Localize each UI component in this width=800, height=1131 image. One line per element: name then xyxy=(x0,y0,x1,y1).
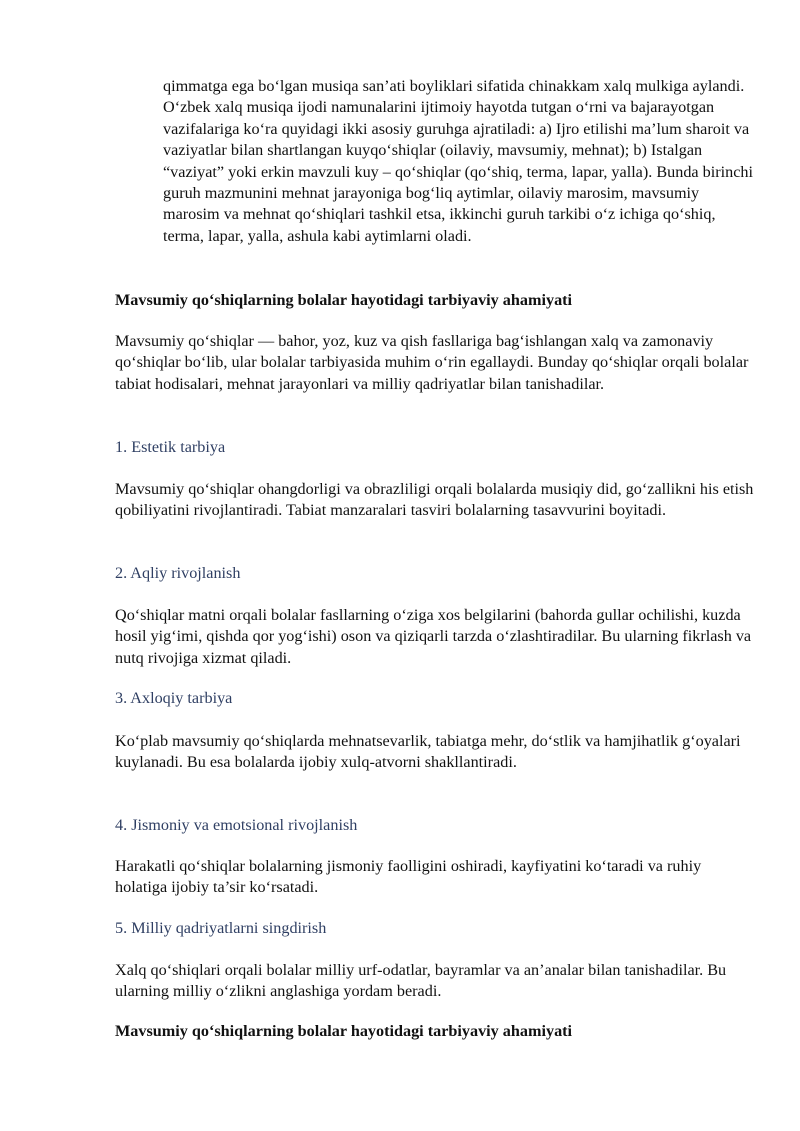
item-4 xyxy=(115,815,755,836)
item-5-body xyxy=(115,960,755,1003)
intro-block xyxy=(163,76,753,247)
item-4-title: 4. Jismoniy va emotsional rivojlanish xyxy=(115,816,358,834)
repeated-section-title: Mavsumiy qo‘shiqlarning bolalar hayotidagi tarbiyaviy ahamiyati xyxy=(115,1022,573,1040)
item-1-text: Mavsumiy qo‘shiqlar ohangdorligi va obrazliligi orqali bolalarda musiqiy did, go‘zallikni his etish qobiliyatini rivojlantiradi. Tabiat manzaralari tasviri bolalarning tasavvurini boyitadi. xyxy=(115,480,754,520)
item-5-title: 5. Milliy qadriyatlarni singdirish xyxy=(115,919,327,937)
item-1 xyxy=(115,437,755,458)
section-intro: Mavsumiy qo‘shiqlar — bahor, yoz, kuz va qish fasllariga bag‘ishlangan xalq va zamonaviy qo‘shiqlar bo‘lib, ular bolalar tarbiyasida muhim o‘rin egallaydi. Bunday qo‘shiqlar orqali bolalar tabiat hodisalari, mehnat jarayonlari va milliy qadriyatlar bilan tanishadilar. xyxy=(115,332,749,393)
item-3-body xyxy=(115,731,755,774)
repeated-heading-block xyxy=(115,1021,755,1042)
section-title: Mavsumiy qo‘shiqlarning bolalar hayotidagi tarbiyaviy ahamiyati xyxy=(115,291,573,309)
item-4-body xyxy=(115,856,755,899)
item-2-title: 2. Aqliy rivojlanish xyxy=(115,564,241,582)
item-5-text: Xalq qo‘shiqlari orqali bolalar milliy urf-odatlar, bayramlar va an’analar bilan tanishadilar. Bu ularning milliy o‘zlikni anglashiga yordam beradi. xyxy=(115,961,727,1001)
item-2 xyxy=(115,563,755,584)
item-3 xyxy=(115,688,755,709)
intro-paragraph: qimmatga ega bo‘lgan musiqa san’ati boyliklari sifatida chinakkam xalq mulkiga aylandi. O‘zbek xalq musiqa ijodi namunalarini ijtimoiy hayotda tutgan o‘rni va bajarayotgan vazifalariga ko‘ra quyidagi ikki asosiy guruhga ajratiladi: a) Ijro etilishi ma’lum sharoit va vaziyatlar bilan shartlangan kuyqo‘shiqlar (oilaviy, mavsumiy, mehnat); b) Istalgan “vaziyat” yoki erkin mavzuli kuy – qo‘shiqlar (qo‘shiq, terma, lapar, yalla). Bunda birinchi guruh mazmunini mehnat jarayoniga bog‘liq aytimlar, oilaviy marosim, mavsumiy marosim va mehnat qo‘shiqlari tashkil etsa, ikkinchi guruh tarkibi o‘z ichiga qo‘shiq, terma, lapar, yalla, ashula kabi aytimlarni oladi. xyxy=(163,77,754,245)
item-3-title: 3. Axloqiy tarbiya xyxy=(115,689,233,707)
item-2-body xyxy=(115,605,755,669)
section-intro-block xyxy=(115,331,755,395)
item-1-body xyxy=(115,479,755,522)
item-5 xyxy=(115,918,755,939)
section-heading-block xyxy=(115,290,755,311)
item-4-text: Harakatli qo‘shiqlar bolalarning jismoniy faolligini oshiradi, kayfiyatini ko‘taradi va ruhiy holatiga ijobiy ta’sir ko‘rsatadi. xyxy=(115,857,702,897)
item-3-text: Ko‘plab mavsumiy qo‘shiqlarda mehnatsevarlik, tabiatga mehr, do‘stlik va hamjihatlik g‘oyalari kuylanadi. Bu esa bolalarda ijobiy xulq-atvorni shakllantiradi. xyxy=(115,732,741,772)
item-2-text: Qo‘shiqlar matni orqali bolalar fasllarning o‘ziga xos belgilarini (bahorda gullar ochilishi, kuzda hosil yig‘imi, qishda qor yog‘ishi) oson va qiziqarli tarzda o‘zlashtiradilar. Bu ularning fikrlash va nutq rivojiga xizmat qiladi. xyxy=(115,606,752,667)
item-1-title: 1. Estetik tarbiya xyxy=(115,438,226,456)
